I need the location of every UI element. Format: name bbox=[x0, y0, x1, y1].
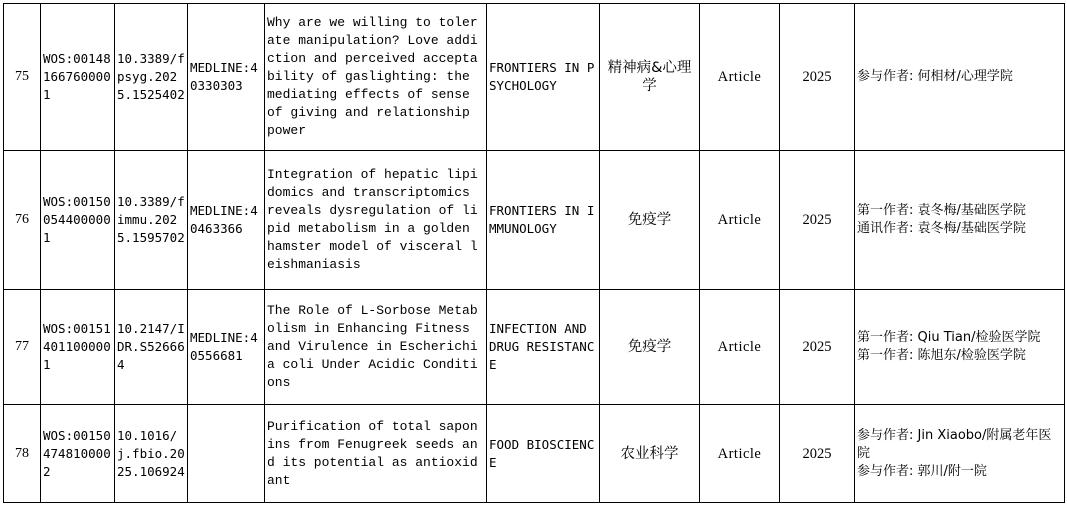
journal-name: FRONTIERS IN PSYCHOLOGY bbox=[487, 4, 600, 151]
article-title: Why are we willing to tolerate manipulation? Love addiction and perceived acceptability of gaslighting: the mediating effects of sense of giving and relationship power bbox=[265, 4, 487, 151]
wos-id: WOS:001481667600001 bbox=[41, 4, 115, 151]
journal-name: INFECTION AND DRUG RESISTANCE bbox=[487, 290, 600, 405]
medline-id bbox=[188, 405, 265, 503]
author-list bbox=[855, 290, 1065, 405]
doi: 10.3389/fimmu.2025.1595702 bbox=[115, 151, 188, 290]
medline-id: MEDLINE:40330303 bbox=[188, 4, 265, 151]
wos-id: WOS:001500544000001 bbox=[41, 151, 115, 290]
table-row bbox=[4, 4, 1065, 151]
author-entry: 第一作者: 陈旭东/检验医学院 bbox=[857, 348, 1026, 363]
author-entry: 参与作者: Jin Xiaobo/附属老年医院 bbox=[857, 427, 1052, 461]
medline-id: MEDLINE:40556681 bbox=[188, 290, 265, 405]
row-number: 77 bbox=[4, 290, 41, 405]
author-list bbox=[855, 405, 1065, 503]
publication-year: 2025 bbox=[780, 4, 855, 151]
author-entry: 第一作者: Qiu Tian/检验医学院 bbox=[857, 330, 1041, 345]
author-list bbox=[855, 151, 1065, 290]
article-title: Purification of total saponins from Fenugreek seeds and its potential as antioxidant bbox=[265, 405, 487, 503]
article-title: The Role of L-Sorbose Metabolism in Enhancing Fitness and Virulence in Escherichia coli Under Acidic Conditions bbox=[265, 290, 487, 405]
article-title: Integration of hepatic lipidomics and transcriptomics reveals dysregulation of lipid metabolism in a golden hamster model of visceral leishmaniasis bbox=[265, 151, 487, 290]
document-type: Article bbox=[700, 290, 780, 405]
table-row bbox=[4, 290, 1065, 405]
journal-name: FOOD BIOSCIENCE bbox=[487, 405, 600, 503]
document-type: Article bbox=[700, 4, 780, 151]
publication-table bbox=[3, 3, 1065, 503]
doi: 10.3389/fpsyg.2025.1525402 bbox=[115, 4, 188, 151]
wos-id: WOS:001514011000001 bbox=[41, 290, 115, 405]
journal-name: FRONTIERS IN IMMUNOLOGY bbox=[487, 151, 600, 290]
row-number: 78 bbox=[4, 405, 41, 503]
row-number: 75 bbox=[4, 4, 41, 151]
publication-year: 2025 bbox=[780, 405, 855, 503]
author-list bbox=[855, 4, 1065, 151]
document-type: Article bbox=[700, 405, 780, 503]
publication-year: 2025 bbox=[780, 290, 855, 405]
table-row bbox=[4, 151, 1065, 290]
wos-id: WOS:001504748100002 bbox=[41, 405, 115, 503]
subject-category: 免疫学 bbox=[600, 151, 700, 290]
author-entry: 参与作者: 何相材/心理学院 bbox=[857, 69, 1013, 84]
publication-year: 2025 bbox=[780, 151, 855, 290]
row-number: 76 bbox=[4, 151, 41, 290]
subject-category: 免疫学 bbox=[600, 290, 700, 405]
author-entry: 通讯作者: 袁冬梅/基础医学院 bbox=[857, 221, 1026, 236]
document-type: Article bbox=[700, 151, 780, 290]
medline-id: MEDLINE:40463366 bbox=[188, 151, 265, 290]
subject-category: 精神病&心理学 bbox=[600, 4, 700, 151]
table-row bbox=[4, 405, 1065, 503]
author-entry: 参与作者: 郭川/附一院 bbox=[857, 463, 987, 479]
author-entry: 第一作者: 袁冬梅/基础医学院 bbox=[857, 203, 1026, 218]
subject-category: 农业科学 bbox=[600, 405, 700, 503]
doi: 10.2147/IDR.S526664 bbox=[115, 290, 188, 405]
doi: 10.1016/j.fbio.2025.106924 bbox=[115, 405, 188, 503]
